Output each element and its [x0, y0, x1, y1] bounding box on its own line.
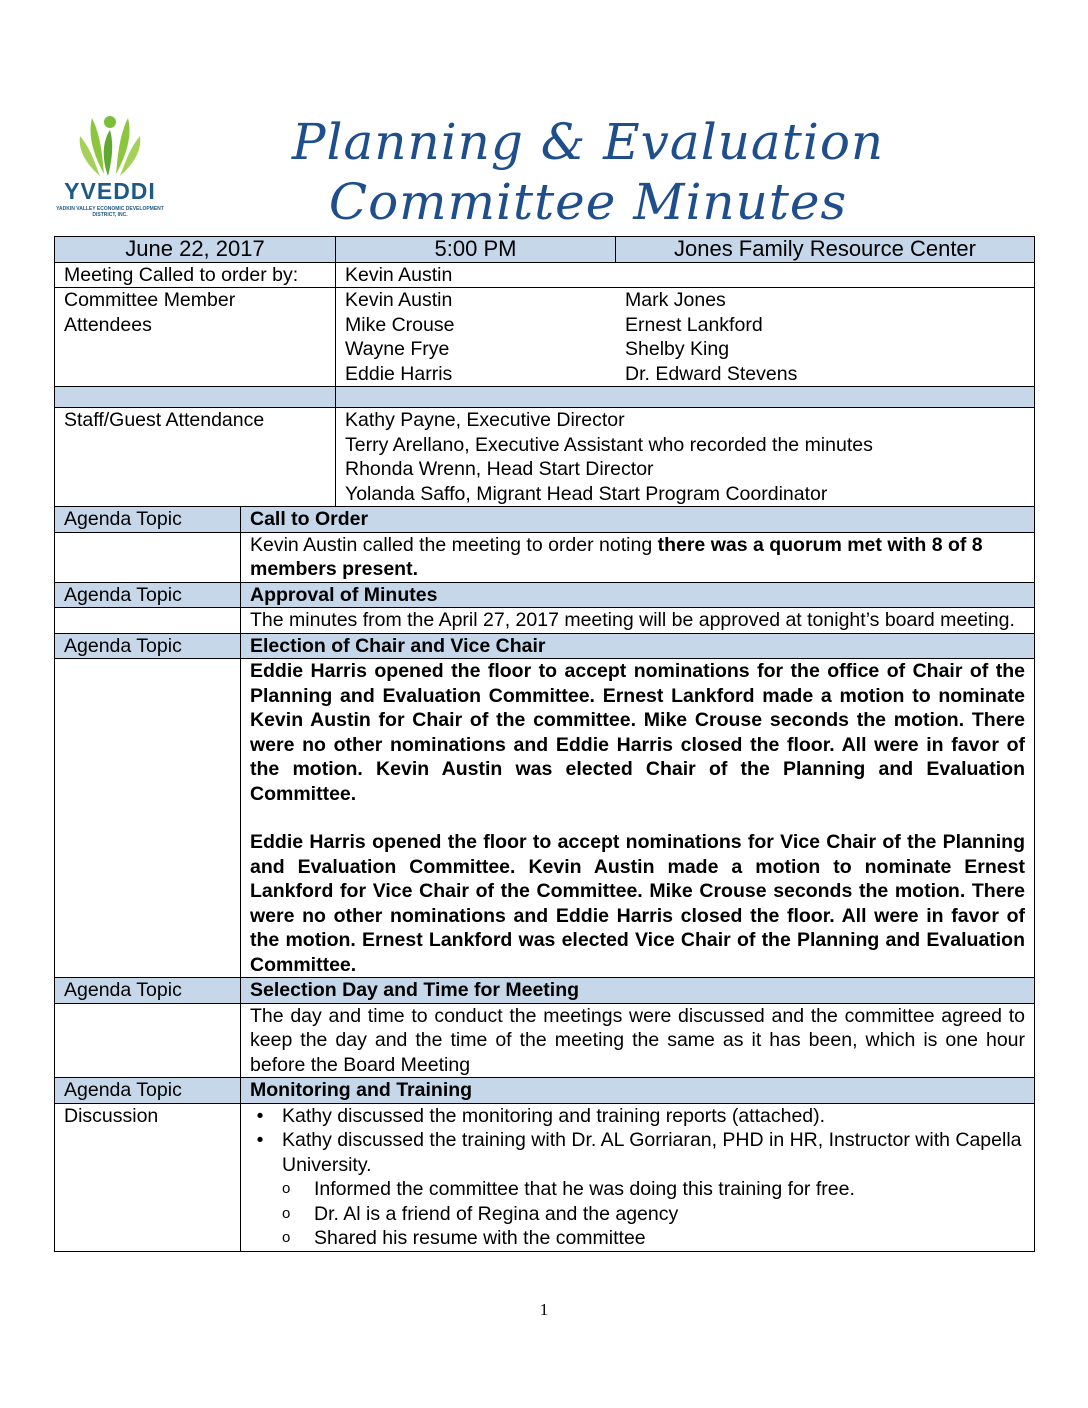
staff-item: Kathy Payne, Executive Director — [345, 409, 625, 431]
discussion-sub-bullets — [250, 1177, 1025, 1251]
member-name: Ernest Lankford — [625, 313, 763, 336]
document-title — [258, 112, 918, 232]
sub-bullet-item: o Dr. Al is a friend of Regina and the agency — [314, 1202, 1025, 1227]
sub-bullet-item: o Shared his resume with the committee — [314, 1226, 1025, 1251]
empty-cell — [55, 608, 241, 634]
discussion-label: Discussion — [55, 1103, 241, 1251]
agenda-topic-label: Agenda Topic — [55, 1078, 241, 1104]
agenda-topic-label: Agenda Topic — [55, 978, 241, 1004]
logo-subtitle: YADKIN VALLEY ECONOMIC DEVELOPMENT DISTRICT, INC. — [56, 206, 164, 218]
member-name: Kevin Austin — [345, 289, 453, 311]
topic-title-monitoring: Monitoring and Training — [241, 1078, 1035, 1104]
staff-item: Yolanda Saffo, Migrant Head Start Program Coordinator — [345, 482, 828, 505]
staff-row — [55, 408, 1035, 507]
member-line — [345, 313, 1025, 338]
bullet-item: • Kathy discussed the training with Dr. AL Gorriaran, PHD in HR, Instructor with Capella University. — [282, 1128, 1025, 1177]
topic-title-election: Election of Chair and Vice Chair — [241, 633, 1035, 659]
discussion-bullets — [250, 1104, 1025, 1178]
people-leaf-icon — [52, 112, 168, 178]
topic-body-row — [55, 1103, 1035, 1251]
agenda-topic-row — [55, 978, 1035, 1004]
agenda-topic-label: Agenda Topic — [55, 633, 241, 659]
quorum-text: there was a quorum met with 8 of 8 members present. — [250, 533, 983, 580]
member-name: Eddie Harris — [345, 362, 453, 385]
agenda-topic-label: Agenda Topic — [55, 507, 241, 533]
member-name: Shelby King — [625, 338, 730, 360]
empty-cell — [55, 532, 241, 582]
page-number: 1 — [539, 1300, 549, 1319]
sub-bullet-item: o Informed the committee that he was doing this training for free. — [314, 1177, 1025, 1202]
members-label-line-1: Committee Member — [64, 289, 236, 311]
bullet-item: • Kathy discussed the monitoring and training reports (attached). — [282, 1104, 1025, 1129]
called-to-order-label: Meeting Called to order by: — [55, 262, 336, 288]
members-label — [55, 288, 336, 387]
election-chair-paragraph: Eddie Harris opened the floor to accept nominations for the office of Chair of the Planning and Evaluation Committee. Ernest Lankford made a motion to nominate Kevin Austin for Chair of the committee. Mike Crouse seconds the motion. There were no other nominations and Eddie Harris closed the floor. All were in favor of the motion. Kevin Austin was elected Chair of the Planning and Evaluation Committee. — [250, 660, 1025, 805]
meeting-header-row — [55, 237, 1035, 263]
topic-body-monitoring — [241, 1103, 1035, 1251]
yveddi-logo — [52, 112, 172, 222]
topic-title-call-to-order: Call to Order — [241, 507, 1035, 533]
member-name: Dr. Edward Stevens — [625, 362, 798, 385]
topic-body-row — [55, 1003, 1035, 1078]
election-vice-chair-paragraph: Eddie Harris opened the floor to accept nominations for Vice Chair of the Planning and Evaluation Committee. Kevin Austin made a motion to nominate Ernest Lankford for Vice Chair of the Committee. Mike Crouse seconds the motion. There were no other nominations and Eddie Harris closed the floor. All were in favor of the motion. Ernest Lankford was elected Vice Chair of the Planning and Evaluation Committee. — [250, 831, 1025, 976]
topic-title-selection: Selection Day and Time for Meeting — [241, 978, 1035, 1004]
agenda-topic-row — [55, 582, 1035, 608]
member-line — [345, 288, 1025, 313]
paragraph-gap — [250, 806, 1025, 830]
agenda-topic-row — [55, 1078, 1035, 1104]
meeting-location: Jones Family Resource Center — [616, 237, 1035, 263]
topic-body-selection: The day and time to conduct the meetings were discussed and the committee agreed to keep the day and the time of the meeting the same as it has been, which is one hour before the Board Meeting — [241, 1003, 1035, 1078]
title-line-1: Planning & Evaluation — [291, 113, 885, 171]
members-list — [336, 288, 1035, 387]
empty-cell — [55, 659, 241, 978]
members-label-line-2: Attendees — [64, 313, 152, 336]
topic-title-approval: Approval of Minutes — [241, 582, 1035, 608]
member-name: Mike Crouse — [345, 313, 455, 336]
topic-body-call-to-order — [241, 532, 1035, 582]
staff-item: Rhonda Wrenn, Head Start Director — [345, 458, 654, 480]
member-name: Wayne Frye — [345, 338, 450, 360]
call-to-order-text: Kevin Austin called the meeting to order noting — [250, 533, 658, 556]
staff-label: Staff/Guest Attendance — [55, 408, 336, 507]
topic-body-election — [241, 659, 1035, 978]
called-to-order-row — [55, 262, 1035, 288]
topic-body-approval: The minutes from the April 27, 2017 meeting will be approved at tonight’s board meeting. — [241, 608, 1035, 634]
member-name: Mark Jones — [625, 289, 726, 311]
agenda-topic-label: Agenda Topic — [55, 582, 241, 608]
topic-body-row — [55, 532, 1035, 582]
meeting-time: 5:00 PM — [336, 237, 616, 263]
member-line — [345, 362, 1025, 387]
spacer-row — [55, 387, 1035, 408]
staff-list — [336, 408, 1035, 507]
title-line-2: Committee Minutes — [328, 173, 848, 231]
spacer-cell — [55, 387, 336, 408]
topic-body-row — [55, 608, 1035, 634]
called-to-order-value: Kevin Austin — [336, 262, 1035, 288]
member-line — [345, 337, 1025, 362]
members-row — [55, 288, 1035, 387]
spacer-cell — [336, 387, 1035, 408]
meeting-date: June 22, 2017 — [55, 237, 336, 263]
topic-body-row — [55, 659, 1035, 978]
agenda-topic-row — [55, 633, 1035, 659]
minutes-table — [54, 236, 1035, 1252]
staff-item: Terry Arellano, Executive Assistant who recorded the minutes — [345, 433, 873, 456]
empty-cell — [55, 1003, 241, 1078]
agenda-topic-row — [55, 507, 1035, 533]
logo-name: YVEDDI — [64, 178, 156, 204]
